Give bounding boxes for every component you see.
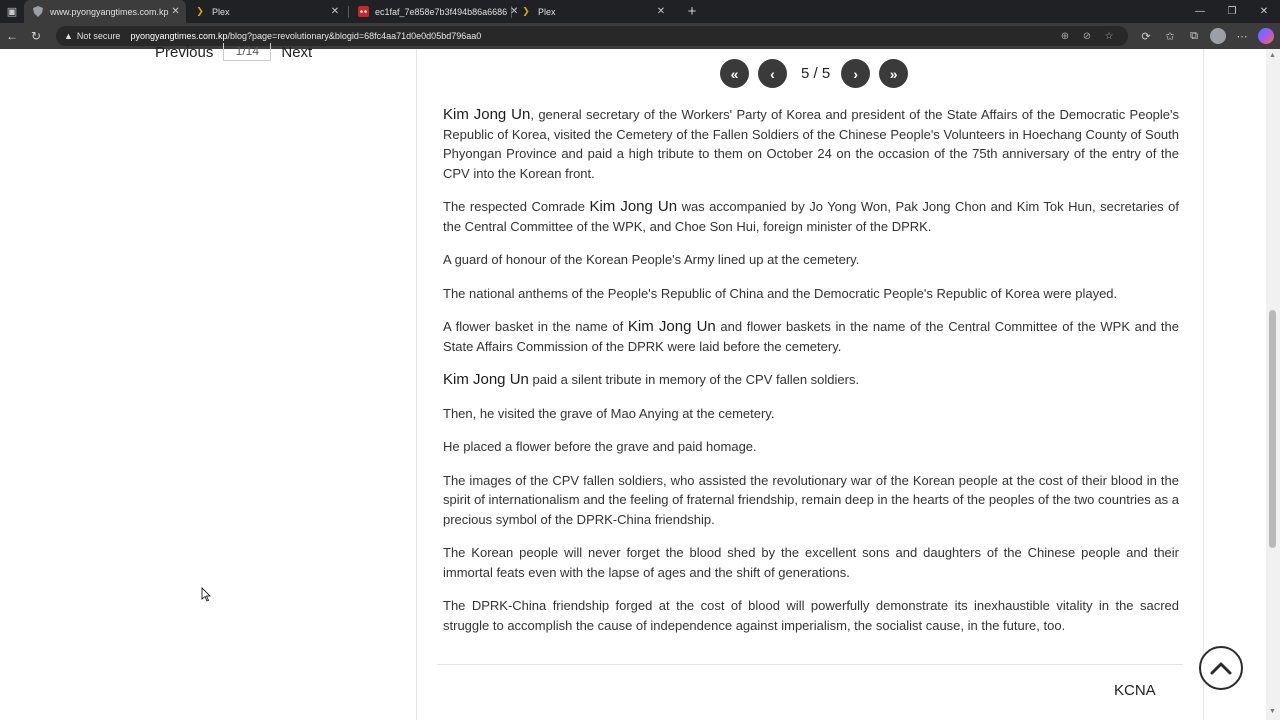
refresh-icon[interactable]: ↻ — [30, 29, 42, 43]
shield-icon — [32, 6, 44, 18]
page-viewport — [0, 43, 1266, 720]
last-page-button[interactable]: » — [879, 59, 908, 88]
not-secure-label: Not secure — [76, 31, 121, 41]
paragraph-text: and flower baskets in the name of the Central Committee of the WPK and the State Affairs Commission of the DPRK were laid before the cemetery. — [443, 319, 1179, 354]
close-tab-icon[interactable]: ✕ — [509, 6, 519, 17]
leader-name: Kim Jong Un — [589, 198, 678, 215]
paragraph: The images of the CPV fallen soldiers, who assisted the revolutionary war of the Korean people at the cost of their blood in the spirit of internationalism and the feeling of fraternal friendship, remain deep in the hearts of the peoples of the two countries as a precious symbol of the DPRK-China friendship. — [443, 472, 1179, 527]
profile-avatar[interactable] — [1210, 28, 1226, 44]
favorites-icon[interactable]: ✩ — [1165, 30, 1175, 43]
paragraph-text: The respected Comrade — [443, 199, 590, 214]
paragraph-text: was accompanied by Jo Yong Won, Pak Jong Chon and Kim Tok Hun, secretaries of the Central Committee of the WPK, and Choe Son Hui, foreign minister of the DPRK. — [443, 199, 1180, 234]
article-source: KCNA — [1114, 682, 1156, 699]
dots-favicon — [357, 6, 369, 18]
new-tab-icon[interactable]: + — [687, 3, 697, 20]
tab-title: ec1faf_7e858e7b3f494b86a6686 — [375, 6, 508, 17]
tracking-icon[interactable]: ⊘ — [1082, 30, 1092, 42]
previous-link[interactable]: Previous — [155, 43, 214, 61]
plex-icon: ❯ — [196, 6, 204, 16]
plex-icon: ❯ — [522, 6, 530, 16]
zoom-icon[interactable]: ⊕ — [1060, 30, 1070, 42]
url-path: /blog?page=revolutionary&blogid=68fc4aa71d0e0d05bd796aa0 — [227, 31, 482, 41]
paragraph: A guard of honour of the Korean People's Army lined up at the cemetery. — [443, 252, 860, 267]
paragraph: The national anthems of the People's Republic of China and the Democratic People's Republic of Korea were played. — [443, 285, 1118, 301]
leader-name: Kim Jong Un — [627, 318, 716, 335]
scroll-up-icon[interactable]: ▲ — [1269, 52, 1276, 59]
paragraph-text: paid a silent tribute in memory of the CPV fallen soldiers. — [528, 372, 860, 387]
not-secure-indicator[interactable] — [64, 31, 120, 41]
column-divider — [1203, 49, 1204, 720]
left-column — [0, 43, 417, 720]
tab-ec1faf[interactable] — [349, 0, 519, 23]
tab-title: Plex — [212, 6, 230, 17]
paragraph — [443, 197, 1179, 236]
restore-icon[interactable]: ❐ — [1227, 6, 1237, 17]
paragraph-text: A flower basket in the name of — [443, 319, 628, 334]
page-number-box[interactable]: 1/14 — [223, 43, 271, 61]
close-tab-icon[interactable]: ✕ — [330, 6, 340, 17]
leader-name: Kim Jong Un — [443, 106, 531, 123]
first-page-button[interactable]: « — [720, 59, 749, 88]
paragraph: He placed a flower before the grave and paid homage. — [443, 439, 757, 454]
paragraph: The Korean people will never forget the blood shed by the excellent sons and daughters of the Chinese people and their immortal feats even with the lapse of ages and the shift of generations. — [443, 545, 1179, 580]
chevron-up-icon — [1210, 661, 1232, 675]
url-text[interactable] — [130, 31, 1054, 41]
collections-icon[interactable]: ⧉ — [1190, 29, 1198, 42]
leader-name: Kim Jong Un — [443, 371, 529, 388]
url-host: pyongyangtimes.com.kp — [130, 31, 228, 41]
scroll-down-icon[interactable]: ▼ — [1269, 708, 1276, 715]
next-link[interactable]: Next — [281, 43, 313, 61]
copilot-icon[interactable] — [1258, 28, 1274, 44]
back-arrow-icon[interactable]: ← — [6, 29, 18, 43]
window-menu-icon[interactable]: ▣ — [6, 6, 18, 18]
favorite-star-icon[interactable]: ☆ — [1104, 30, 1114, 42]
previous-page-button[interactable]: ‹ — [758, 59, 787, 88]
warning-icon: ▲ — [64, 31, 73, 41]
mouse-cursor-icon — [202, 588, 212, 602]
paragraph: Then, he visited the grave of Mao Anying at the cemetery. — [443, 405, 775, 421]
tab-plex-1[interactable] — [186, 0, 348, 23]
tab-title: Plex — [538, 6, 556, 17]
page-info: 5 / 5 — [801, 65, 831, 82]
tab-plex-2[interactable] — [512, 0, 674, 23]
tab-title: www.pyongyangtimes.com.kp — [50, 6, 169, 17]
paragraph-text: , general secretary of the Workers' Party of Korea and president of the State Affairs of the Democratic People's Republic of Korea, visited the Cemetery of the Fallen Soldiers of the Chinese People's Volunteers in Hoechang County of South Phyongan Province and paid a high tribute to them on October 24 on the occasion of the 75th anniversary of the entry of the CPV into the Korean front. — [443, 107, 1180, 181]
close-window-icon[interactable]: ✕ — [1259, 6, 1269, 17]
tab-pyongyangtimes[interactable] — [24, 0, 186, 23]
paragraph — [443, 105, 1179, 183]
more-menu-icon[interactable]: ⋯ — [1236, 30, 1248, 43]
extensions-refresh-icon[interactable]: ⟳ — [1141, 30, 1151, 43]
close-tab-icon[interactable]: ✕ — [656, 6, 666, 17]
next-page-button[interactable]: › — [841, 59, 870, 88]
minimize-icon[interactable]: — — [1195, 6, 1205, 17]
pagination — [720, 59, 908, 88]
paragraph — [443, 317, 1179, 356]
scrollbar-thumb[interactable] — [1269, 310, 1276, 548]
article-divider — [437, 664, 1183, 665]
close-tab-icon[interactable]: ✕ — [171, 6, 180, 17]
back-to-top-button[interactable] — [1199, 646, 1243, 690]
article-body — [443, 105, 1179, 649]
paragraph: The DPRK-China friendship forged at the cost of blood will powerfully demonstrate its inexhaustible vitality in the sacred struggle to accomplish the cause of independence against imperialism, the socialist cause, in the future, too. — [443, 598, 1179, 633]
paragraph — [443, 370, 1179, 390]
browser-tab-bar — [0, 0, 1280, 23]
top-pager — [155, 43, 312, 61]
